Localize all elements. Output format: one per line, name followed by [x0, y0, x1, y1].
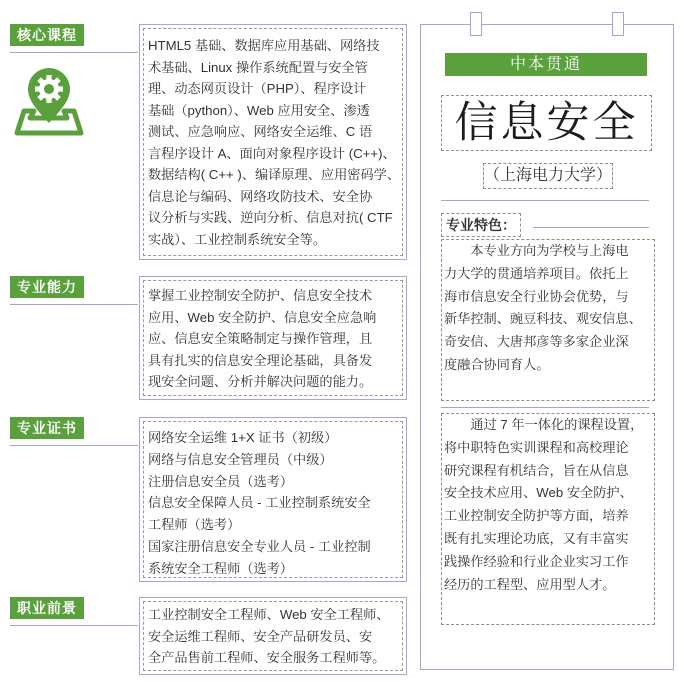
text-line: 应用、Web 安全防护、信息安全应急响	[148, 309, 377, 325]
text-line: 工程师（选考）	[148, 517, 241, 533]
ability-text	[148, 285, 400, 393]
career-text	[148, 604, 400, 669]
text-line: 国家注册信息安全专业人员 - 工业控制	[148, 538, 371, 554]
text-line: 注册信息安全员（选考）	[148, 473, 294, 489]
feature-paragraph-2	[441, 413, 655, 625]
text-line: 具有扎实的信息安全理论基础，具备发	[148, 352, 373, 368]
text-line: 现安全问题、分析并解决问题的能力。	[148, 374, 373, 389]
career-box	[139, 597, 407, 675]
text-line: 网络与信息安全管理员（中级）	[148, 451, 333, 467]
gear-map-pin-icon	[14, 63, 84, 139]
text-line: HTML5 基础、数据库应用基础、网络技	[148, 38, 380, 53]
text-line: 本专业方向为学校与上海电	[444, 243, 629, 258]
text-line: 度融合协同育人。	[444, 356, 550, 372]
text-line: 信息论与编码、网络攻防技术、安全协	[148, 188, 373, 204]
text-line: 工业控制安全防护等方面，培养	[444, 508, 629, 524]
text-line: 术基础、Linux 操作系统配置与安全管	[148, 59, 368, 75]
text-line: 通过 7 年一体化的课程设置，	[444, 417, 644, 432]
text-line: 应、信息安全策略制定与操作管理，且	[148, 331, 373, 346]
text-line: 研究课程有机结合，旨在从信息	[444, 462, 629, 478]
panel-divider	[441, 200, 649, 201]
feature-label: 专业特色：	[441, 213, 521, 237]
certificates-text	[148, 427, 400, 580]
section-tag-certificates: 专业证书	[10, 417, 84, 439]
text-line: 践操作经验和行业企业实习工作	[444, 553, 629, 569]
text-line: 安全技术应用、Web 安全防护、	[444, 485, 633, 501]
section-divider	[10, 52, 138, 53]
section-tag-core-courses: 核心课程	[10, 24, 84, 46]
partner-university: （上海电力大学）	[483, 163, 613, 189]
core-courses-box	[139, 24, 407, 260]
text-line: 全产品售前工程师、安全服务工程师等。	[148, 650, 386, 665]
text-line: 议分析与实践、逆向分析、信息对抗( CTF	[148, 210, 393, 225]
ability-box	[139, 276, 407, 400]
text-line: 理、动态网页设计（PHP）、程序设计	[148, 81, 367, 96]
text-line: 言程序设计 A、面向对象程序设计 (C++)、	[148, 145, 396, 161]
text-line: 新华控制、豌豆科技、观安信息、	[444, 311, 642, 327]
text-line: 工业控制安全工程师、Web 安全工程师、	[148, 607, 390, 622]
text-line: 掌握工业控制安全防护、信息安全技术	[148, 288, 373, 303]
section-divider	[10, 304, 138, 305]
text-line: 经历的工程型、应用型人才。	[444, 576, 616, 592]
section-tag-career-prospects: 职业前景	[10, 597, 84, 619]
text-line: 海市信息安全行业协会优势，与	[444, 288, 629, 304]
core-courses-text	[148, 35, 400, 250]
certificates-box	[139, 417, 407, 582]
text-line: 网络安全运维 1+X 证书（初级）	[148, 430, 338, 445]
section-divider	[10, 445, 138, 446]
text-line: 信息安全保障人员 - 工业控制系统安全	[148, 495, 371, 511]
text-line: 将中职特色实训课程和高校理论	[444, 439, 629, 455]
binder-tab-right	[612, 12, 624, 36]
panel-divider	[533, 227, 649, 228]
text-line: 实战）、工业控制系统安全等。	[148, 231, 327, 247]
section-divider	[10, 625, 138, 626]
text-line: 奇安信、大唐邦彦等多家企业深	[444, 334, 629, 350]
binder-tab-left	[470, 12, 482, 36]
feature-paragraph-1	[441, 239, 655, 401]
program-title: 信息安全	[441, 95, 652, 151]
panel-divider	[441, 407, 649, 408]
text-line: 安全运维工程师、安全产品研发员、安	[148, 628, 373, 644]
text-line: 测试、应急响应、网络安全运维、C 语	[148, 124, 373, 139]
text-line: 系统安全工程师（选考）	[148, 560, 294, 576]
text-line: 既有扎实理论功底，又有丰富实	[444, 530, 629, 546]
text-line: 数据结构( C++ )、编译原理、应用密码学、	[148, 167, 401, 182]
text-line: 基础（python）、Web 应用安全、渗透	[148, 102, 370, 118]
program-type-banner: 中本贯通	[445, 53, 647, 76]
text-line: 力大学的贯通培养项目。依托上	[444, 265, 629, 281]
section-tag-professional-ability: 专业能力	[10, 276, 84, 298]
